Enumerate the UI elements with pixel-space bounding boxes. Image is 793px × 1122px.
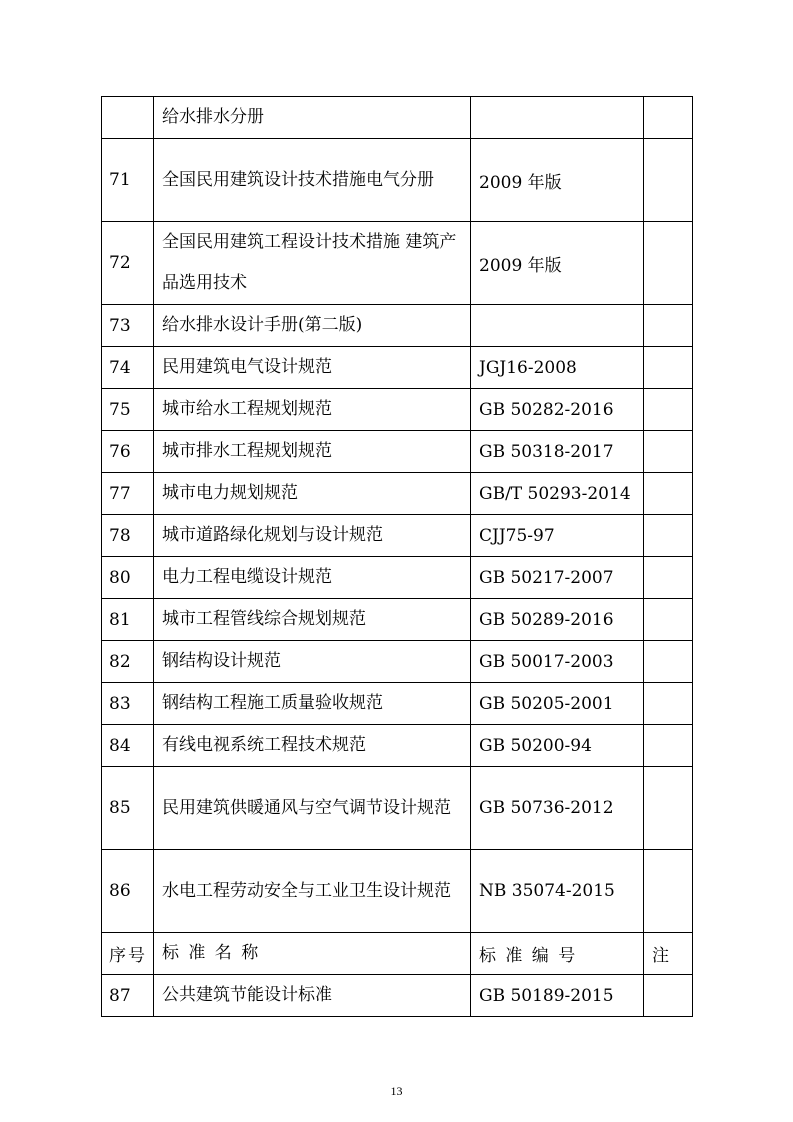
standard-name-cell: 民用建筑供暖通风与空气调节设计规范 [154,767,471,850]
row-number-cell: 81 [102,599,154,641]
header-note-cell: 注 [644,933,693,975]
table-row [102,683,693,725]
table-row [102,139,693,222]
row-number-cell: 78 [102,515,154,557]
note-cell [644,389,693,431]
standard-code-cell: GB/T 50293-2014 [471,473,644,515]
note-cell [644,850,693,933]
row-number-cell: 73 [102,305,154,347]
row-number-cell [102,97,154,139]
table-row [102,557,693,599]
standard-code-cell [471,305,644,347]
note-cell [644,641,693,683]
standard-code-cell: GB 50017-2003 [471,641,644,683]
row-number-cell: 87 [102,975,154,1017]
table-row [102,767,693,850]
standard-name-cell: 城市道路绿化规划与设计规范 [154,515,471,557]
page-number: 13 [390,1084,403,1098]
note-cell [644,975,693,1017]
row-number-cell: 77 [102,473,154,515]
standard-name-cell: 钢结构设计规范 [154,641,471,683]
standard-code-cell: 2009 年版 [471,139,644,222]
note-cell [644,347,693,389]
standards-table [101,96,693,1017]
standard-name-cell: 城市工程管线综合规划规范 [154,599,471,641]
note-cell [644,222,693,305]
standard-name-cell: 城市排水工程规划规范 [154,431,471,473]
table-row [102,850,693,933]
table-row [102,725,693,767]
note-cell [644,515,693,557]
table-row [102,641,693,683]
note-cell [644,139,693,222]
standard-code-cell: GB 50200-94 [471,725,644,767]
note-cell [644,599,693,641]
table-row [102,599,693,641]
row-number-cell: 72 [102,222,154,305]
standard-code-cell: GB 50189-2015 [471,975,644,1017]
row-number-cell: 75 [102,389,154,431]
standard-name-cell: 民用建筑电气设计规范 [154,347,471,389]
standard-code-cell [471,97,644,139]
row-number-cell: 76 [102,431,154,473]
standard-code-cell: JGJ16-2008 [471,347,644,389]
standard-name-cell: 全国民用建筑工程设计技术措施 建筑产品选用技术 [154,222,471,305]
standard-name-cell: 给水排水设计手册(第二版) [154,305,471,347]
header-standard-code-cell: 标 准 编 号 [471,933,644,975]
note-cell [644,473,693,515]
standard-name-cell: 电力工程电缆设计规范 [154,557,471,599]
standard-code-cell: CJJ75-97 [471,515,644,557]
note-cell [644,305,693,347]
note-cell [644,767,693,850]
standard-name-cell: 钢结构工程施工质量验收规范 [154,683,471,725]
standard-code-cell: GB 50217-2007 [471,557,644,599]
note-cell [644,97,693,139]
note-cell [644,431,693,473]
table-row [102,473,693,515]
standard-code-cell: GB 50736-2012 [471,767,644,850]
standard-code-cell: GB 50289-2016 [471,599,644,641]
table-row [102,389,693,431]
row-number-cell: 82 [102,641,154,683]
row-number-cell: 83 [102,683,154,725]
table-row [102,97,693,139]
row-number-cell: 85 [102,767,154,850]
table-row [102,431,693,473]
row-number-cell: 71 [102,139,154,222]
standard-code-cell: NB 35074-2015 [471,850,644,933]
table-row [102,975,693,1017]
table-row [102,515,693,557]
standards-table-body [102,97,693,1017]
note-cell [644,725,693,767]
standard-name-cell: 给水排水分册 [154,97,471,139]
row-number-cell: 80 [102,557,154,599]
standard-name-cell: 全国民用建筑设计技术措施电气分册 [154,139,471,222]
table-row [102,222,693,305]
row-number-cell: 84 [102,725,154,767]
note-cell [644,683,693,725]
standard-name-cell: 公共建筑节能设计标准 [154,975,471,1017]
table-row [102,305,693,347]
standard-code-cell: 2009 年版 [471,222,644,305]
standard-code-cell: GB 50318-2017 [471,431,644,473]
standard-name-cell: 城市给水工程规划规范 [154,389,471,431]
header-row-number-cell: 序号 [102,933,154,975]
row-number-cell: 86 [102,850,154,933]
header-standard-name-cell: 标 准 名 称 [154,933,471,975]
row-number-cell: 74 [102,347,154,389]
standard-code-cell: GB 50205-2001 [471,683,644,725]
table-row [102,347,693,389]
table-header-row [102,933,693,975]
standard-name-cell: 水电工程劳动安全与工业卫生设计规范 [154,850,471,933]
standard-name-cell: 城市电力规划规范 [154,473,471,515]
note-cell [644,557,693,599]
standard-name-cell: 有线电视系统工程技术规范 [154,725,471,767]
standard-code-cell: GB 50282-2016 [471,389,644,431]
